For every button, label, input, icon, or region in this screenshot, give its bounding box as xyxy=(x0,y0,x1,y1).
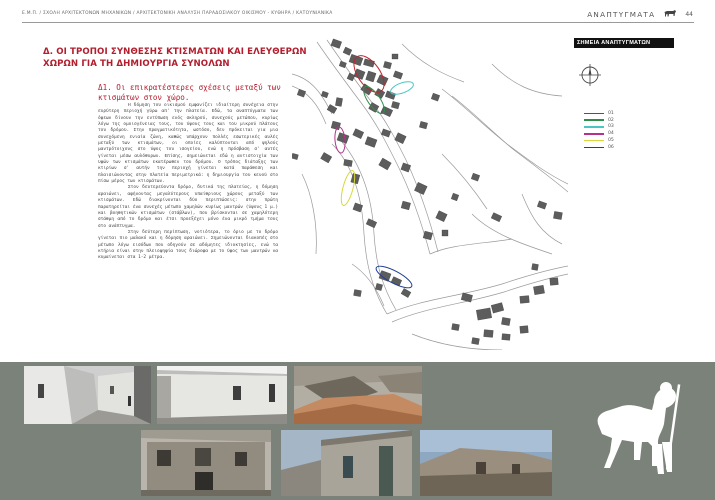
legend-list xyxy=(584,110,614,151)
legend-title: ΣΗΜΕΙΑ ΑΝΑΠΤΥΓΜΑΤΩΝ xyxy=(574,38,674,48)
legend-label: 03 xyxy=(608,124,614,130)
section-title: ΑΝΑΠΤΥΓΜΑΤΑ xyxy=(587,9,656,19)
legend-swatch xyxy=(584,119,604,121)
photo-alley xyxy=(24,366,151,424)
ox-icon xyxy=(663,9,677,19)
paragraph-1: Η δόμηση του οικισμού εμφανίζει ιδιαίτερη συνέχεια στην ευρύτερη περιοχή γύρω απ' την πλατεία. Εδώ, τα αναπτύγματα των όψεων δίνουν την εντύπωση ενός σκληρού, συνεχούς μετώπου, κυρίως λόγω της ομοιογένειας τους, του ύψους τους και του μικρού πλάτους του δρόμου. Στην πραγματικότητα, ωστόσο, δεν πρόκειται για μια συνεχόμενη ενιαία ζώνη, καθώς υπάρχουν πολλές εσωτερικές αυλές μεταξύ των κτισμάτων, οι οποίες καλύπτονται από ψηλούς μαντρότοιχους στο ύψος του ισογείου, ενώ η πρόσβαση σ' αυτές γίνεται μέσω αυλόθυρων. Επίσης, σημειώνεται εδώ η αντιστοιχία των υψών των κτισμάτων εκατέρωθεν του δρόμου. Ο τρόπος διάταξης των κτιρίων σ' αυτήν την περιοχή γίνεται κατά παράθεση και πλαισιώνοντας στην πλατεία περιμετρικά: η δημιουργία του κενού στο πίσω μέρος των κτισμάτων. xyxy=(98,103,278,185)
legend-label: 04 xyxy=(608,131,614,137)
site-plan-map xyxy=(292,34,568,350)
legend-item-06 xyxy=(584,144,614,151)
legend-swatch xyxy=(584,147,604,149)
legend-item-03 xyxy=(584,124,614,131)
legend-label: 06 xyxy=(608,144,614,150)
body-text xyxy=(98,103,278,262)
legend-item-02 xyxy=(584,117,614,124)
header-rule xyxy=(22,22,694,23)
photo-stone-house xyxy=(141,430,271,496)
legend-swatch xyxy=(584,140,604,142)
ox-icon xyxy=(592,380,686,484)
legend-swatch xyxy=(584,113,604,115)
legend-swatch xyxy=(584,126,604,128)
paragraph-3: Στην δεύτερη περίπτωση, νοτιότερα, το όριο με το δρόμο γίνεται πιο μαλακό και η δόμηση αραιώνει. Σημειώνονται διακοπές στο μέτωπο λόγω εισόδων που οδηγούν σε αδόμητες ιδιοκτησίες, ενώ τα κτήρια είναι στην πλειοψηφία τους διώροφα με το ύψος των μαντρών να κυμαίνεται στα 1-2 μέτρα. xyxy=(98,229,278,261)
legend-item-01 xyxy=(584,110,614,117)
legend-label: 02 xyxy=(608,117,614,123)
legend-swatch xyxy=(584,133,604,135)
subsection-heading: Δ1. Οι επικρατέστερες σχέσεις μεταξύ των κτισμάτων στον χώρο. xyxy=(98,83,281,102)
compass-icon xyxy=(579,64,601,90)
paragraph-2: Στον δευτερεύοντα δρόμο, δυτικά της πλατείας, η δόμηση αραιώνει, αφήνοντας μεγαλύτερους υπαίθριους χώρους μεταξύ των κτισμάτων. Εδώ διακρίνονται δύο περιπτώσεις: στην πρώτη παρατηρείται ένα συνεχές μέτωπο χαμηλών κυρίως μαντρών (ύψους 1 μ.) και βοηθητικών κτισμάτων (στάβλων), που βρίσκονται σε χαμηλότερη στάθμη από το δρόμο και έτσι προεξέχει μόνο ένα μικρό τμήμα τους στο ανάπτυγμα. xyxy=(98,185,278,229)
section-heading: Δ. ΟΙ ΤΡΟΠΟΙ ΣΥΝΘΕΣΗΣ ΚΤΙΣΜΑΤΩΝ ΚΑΙ ΕΛΕΥΘΕΡΩΝ ΧΩΡΩΝ ΓΙΑ ΤΗ ΔΗΜΙΟΥΡΓΙΑ ΣΥΝΟΛΩΝ xyxy=(43,47,307,69)
breadcrumb: Ε.Μ.Π. / ΣΧΟΛΗ ΑΡΧΙΤΕΚΤΟΝΩΝ ΜΗΧΑΝΙΚΩΝ / ΑΡΧΙΤΕΚΤΟΝΙΚΗ ΑΝΑΛΥΣΗ ΠΑΡΑΔΟΣΙΑΚΟΥ ΟΙΚΙΣΜΟΥ - ΚΥΘΗΡΑ / ΚΑΤΟΥΝΙΑΝΙΚΑ xyxy=(22,11,333,16)
photo-ruined-house xyxy=(420,430,552,496)
legend xyxy=(574,38,674,150)
legend-item-04 xyxy=(584,130,614,137)
photo-stone-ruin xyxy=(294,366,422,424)
photo-white-wall xyxy=(157,366,287,424)
legend-label: 01 xyxy=(608,110,614,116)
photo-door-window xyxy=(281,430,412,496)
legend-item-05 xyxy=(584,137,614,144)
legend-label: 05 xyxy=(608,138,614,144)
header-right xyxy=(587,8,693,20)
page-number: 44 xyxy=(685,10,693,18)
